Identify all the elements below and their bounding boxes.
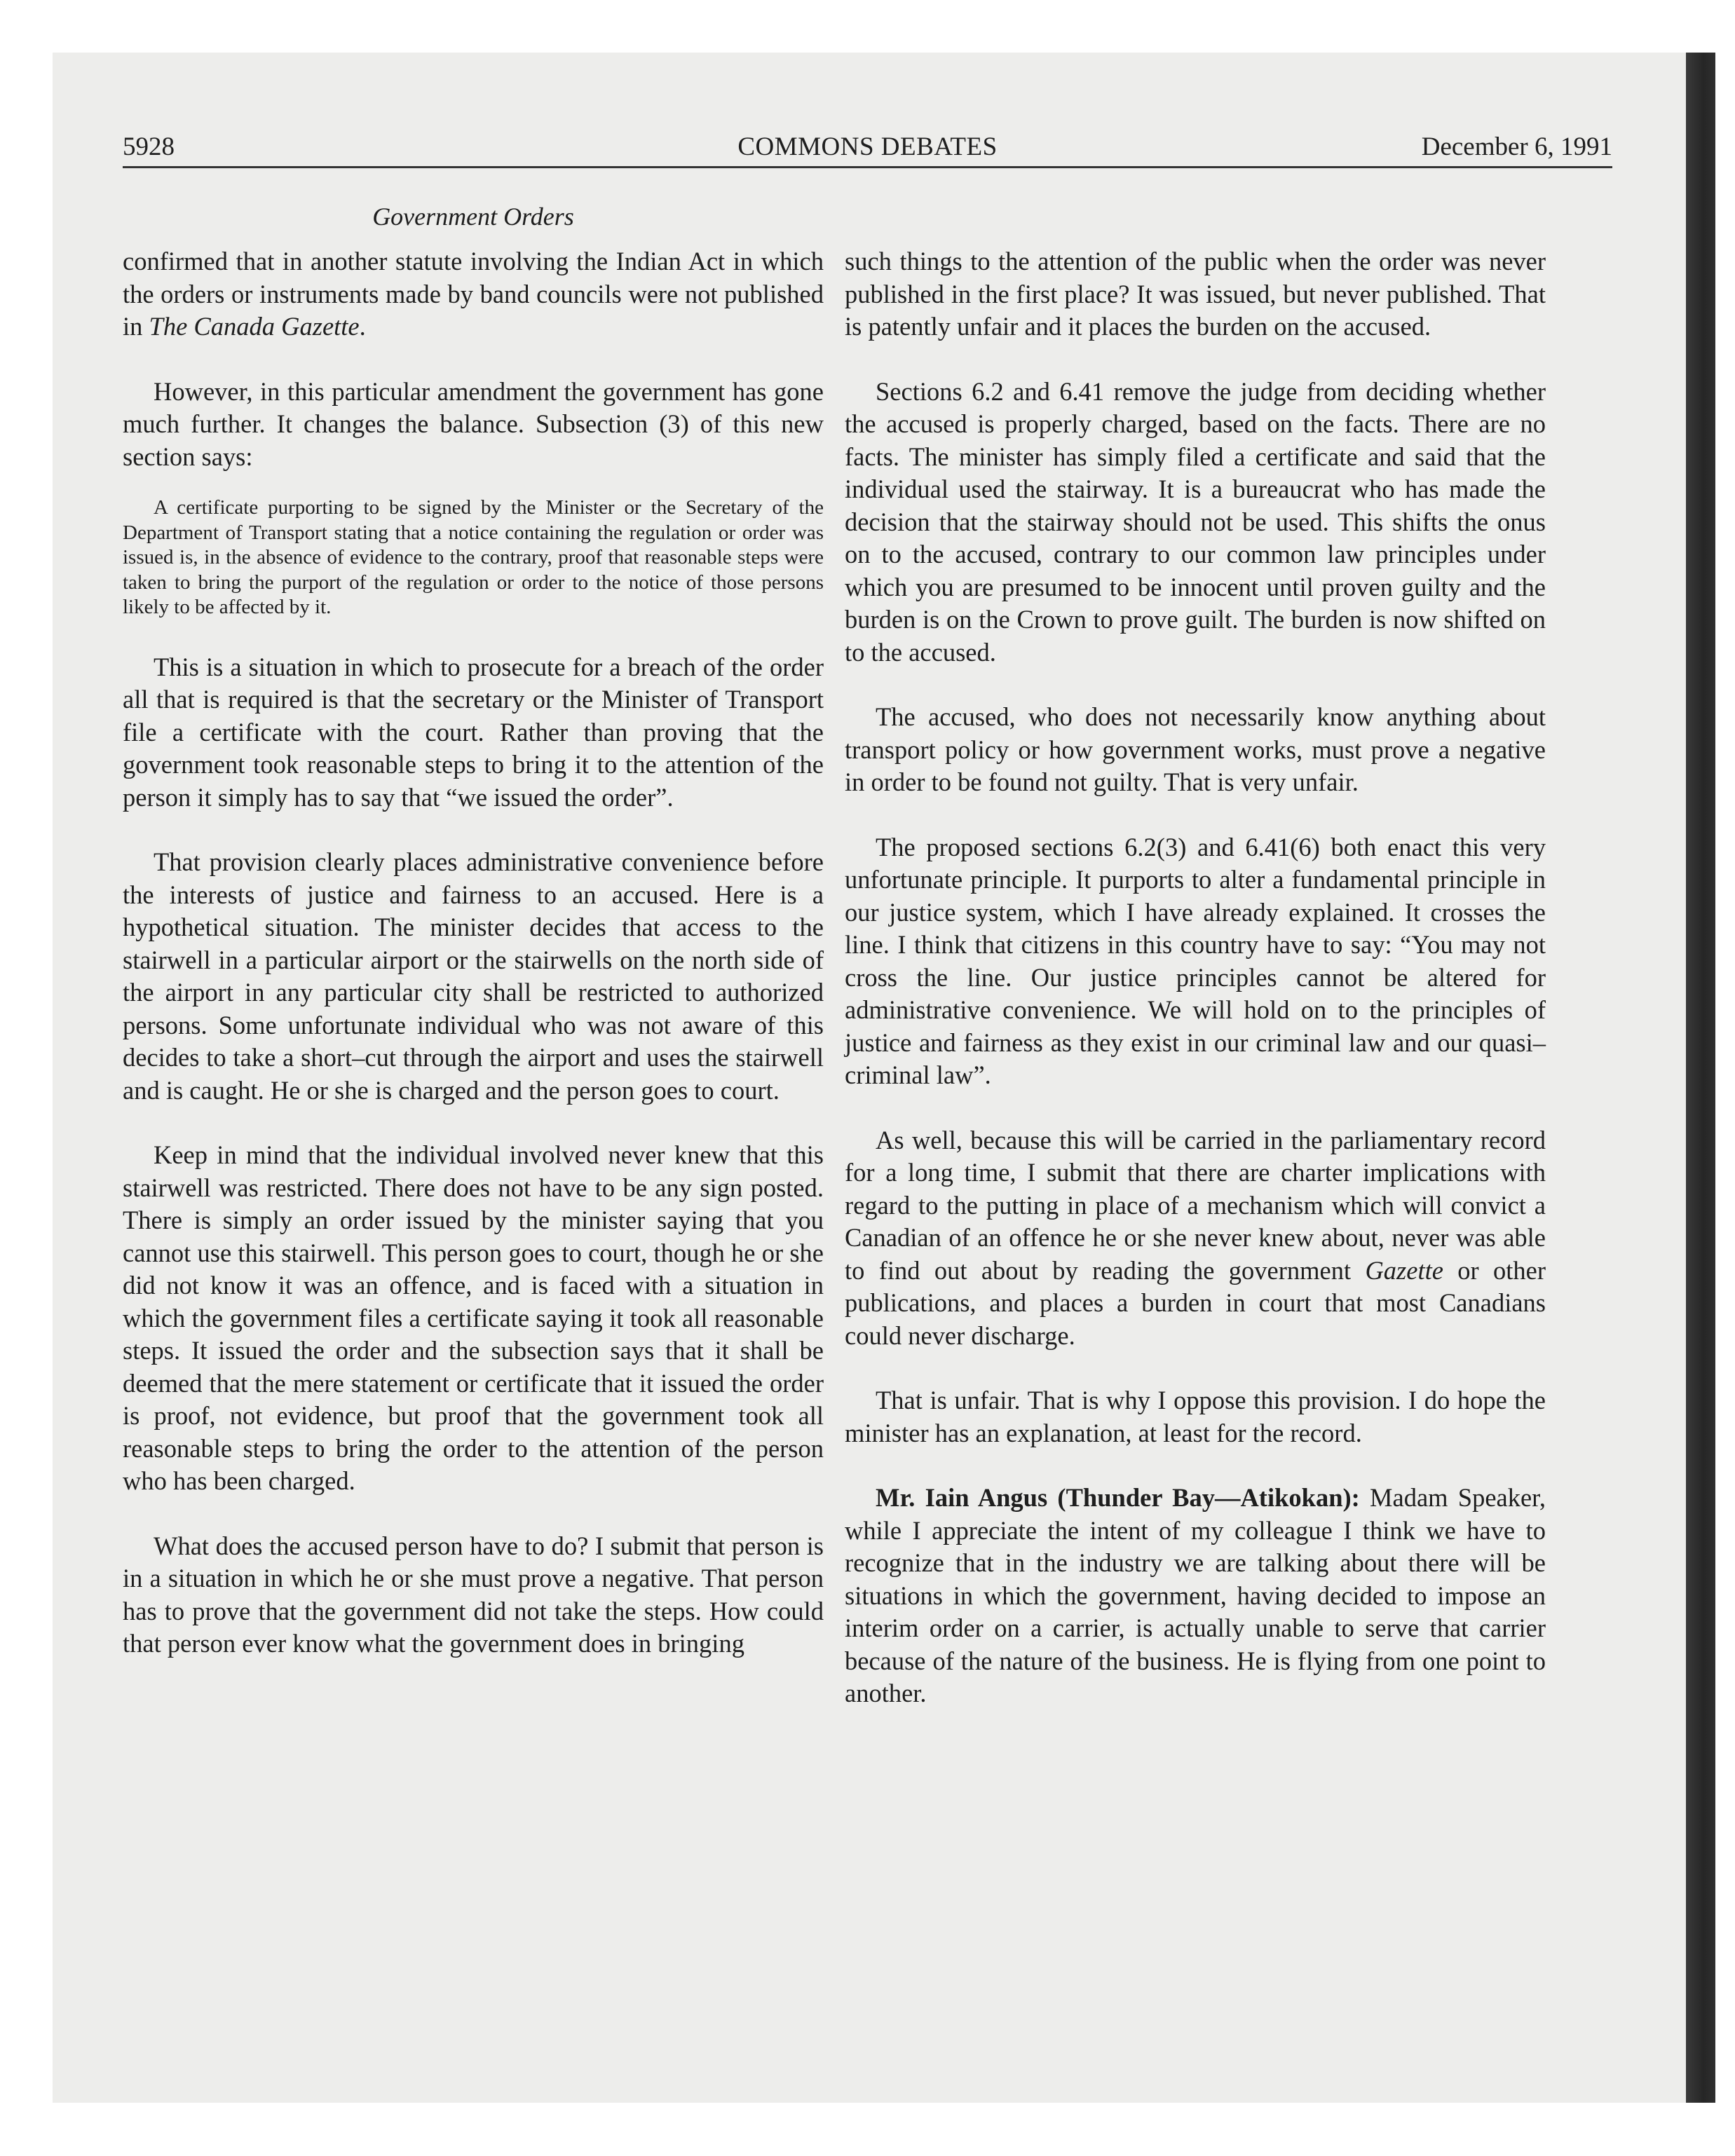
- speech-paragraph: [845, 1482, 1546, 1710]
- publication-title: The Canada Gazette: [149, 312, 360, 341]
- block-quote: A certificate purporting to be signed by the Minister or the Secretary of the Department of Transport stating that a notice containing the regulation or order was issued is, in the absence of evidence to the contrary, proof that reasonable steps were taken to bring the purport of the regulation or order to the notice of those persons likely to be affected by it.: [123, 496, 824, 618]
- header-date: December 6, 1991: [1421, 132, 1612, 161]
- right-column: [845, 245, 1546, 1742]
- paragraph-text: confirmed that in another statute involving the Indian Act in which the orders or instruments made by band councils were not published in: [123, 247, 824, 341]
- paragraph: [123, 245, 824, 343]
- paragraph-text: Madam Speaker, while I appreciate the intent of my colleague I think we have to recognize that in the industry we are talking about there will be situations in which the government, having decided to impose an interim order on a carrier, is actually unable to serve that carrier because of the nature of the business. He is flying from one point to another.: [845, 1483, 1546, 1707]
- paragraph: Sections 6.2 and 6.41 remove the judge from deciding whether the accused is properly charged, based on the facts. There are no facts. The minister has simply filed a certificate and said that the individual used the stairway. It is a bureaucrat who has made the decision that the stairway should not be used. This shifts the onus on to the accused, contrary to our common law principles under which you are presumed to be innocent until proven guilty and the burden is on the Crown to prove guilt. The burden is now shifted on to the accused.: [845, 376, 1546, 667]
- paragraph: That provision clearly places administrative convenience before the interests of justice and fairness to an accused. Here is a hypothetical situation. The minister decides that access to the stairwell in a particular airport or the stairwells on the north side of the airport in any particular city shall be restricted to authorized persons. Some unfortunate individual who was not aware of this decides to take a short–cut through the airport and uses the stairwell and is caught. He or she is charged and the person goes to court.: [123, 847, 824, 1105]
- speaker-name: Mr. Iain Angus (Thunder Bay—Atikokan):: [876, 1483, 1360, 1512]
- scan-edge-bar: [1686, 53, 1715, 2103]
- paragraph: Keep in mind that the individual involved never knew that this stairwell was restricted. There does not have to be any sign posted. There is simply an order issued by the minister saying that you cannot use this stairwell. This person goes to court, though he or she did not know it was an offence, and is faced with a situation in which the government files a certificate saying it took all reasonable steps. It issued the order and the subsection says that it shall be deemed that the mere statement or certificate that it issued the order is proof, not evidence, but proof that the government took all reasonable steps to bring the order to the attention of the person who has been charged.: [123, 1140, 824, 1495]
- running-header: [123, 130, 1612, 165]
- paragraph: What does the accused person have to do? I submit that person is in a situation in which he or she must prove a negative. That person has to prove that the government did not take the steps. How could that person ever know what the government does in bringing: [123, 1531, 824, 1658]
- section-heading: Government Orders: [372, 203, 574, 231]
- publication-title: Gazette: [1365, 1255, 1443, 1285]
- paragraph-text: .: [359, 312, 366, 341]
- paragraph-text: As well, because this will be carried in the parliamentary record for a long time, I submit that there are charter implications with regard to the putting in place of a mechanism which will convict a Canadian of an offence he or she never knew about, never was able to find out about by reading the government: [845, 1125, 1546, 1285]
- journal-title: COMMONS DEBATES: [737, 132, 998, 161]
- paragraph: That is unfair. That is why I oppose this provision. I do hope the minister has an explanation, at least for the record.: [845, 1386, 1546, 1447]
- paragraph: The proposed sections 6.2(3) and 6.41(6) both enact this very unfortunate principle. It purports to alter a fundamental principle in our justice system, which I have already explained. It crosses the line. I think that citizens in this country have to say: “You may not cross the line. Our justice principles cannot be altered for administrative convenience. We will hold on to the principles of justice and fairness as they exist in our criminal law and our quasi–criminal law”.: [845, 832, 1546, 1089]
- page-sheet: [53, 53, 1686, 2103]
- paragraph: [845, 1124, 1546, 1353]
- header-rule: [123, 166, 1612, 168]
- paragraph: The accused, who does not necessarily know anything about transport policy or how government works, must prove a negative in order to be found not guilty. That is very unfair.: [845, 702, 1546, 796]
- paragraph: However, in this particular amendment the government has gone much further. It changes the balance. Subsection (3) of this new section says:: [123, 376, 824, 471]
- left-column: [123, 245, 824, 1693]
- paragraph: such things to the attention of the public when the order was never published in the first place? It was issued, but never published. That is patently unfair and it places the burden on the accused.: [845, 247, 1546, 341]
- page-number: 5928: [123, 132, 175, 161]
- paragraph-text: or other publications, and places a burden in court that most Canadians could never discharge.: [845, 1255, 1546, 1350]
- paragraph: This is a situation in which to prosecute for a breach of the order all that is required is that the secretary or the Minister of Transport file a certificate with the court. Rather than proving that the government took reasonable steps to bring it to the attention of the person it simply has to say that “we issued the order”.: [123, 652, 824, 812]
